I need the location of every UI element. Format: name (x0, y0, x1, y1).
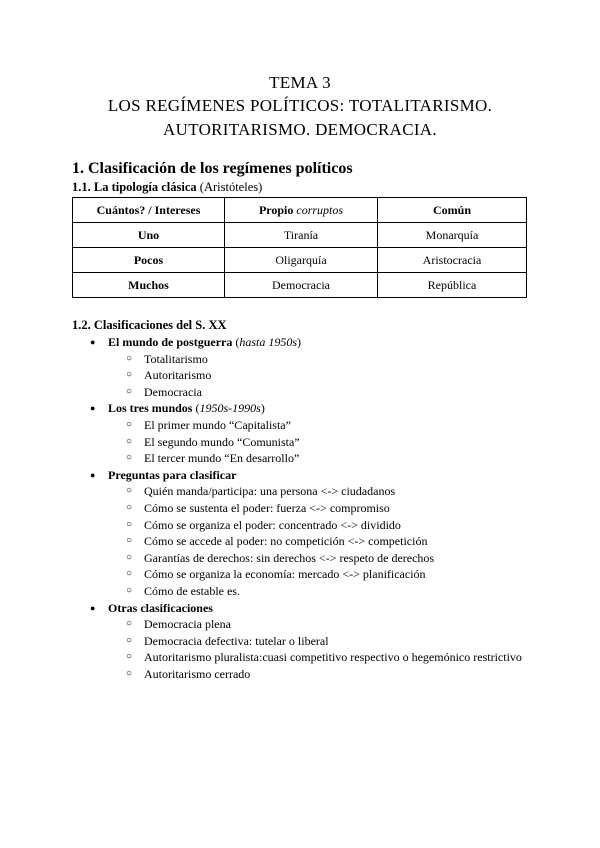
circle-bullet-icon: ○ (126, 651, 133, 663)
circle-bullet-icon: ○ (126, 385, 133, 397)
sub-item-text: Autoritarismo cerrado (144, 666, 251, 681)
row-propio: Oligarquía (225, 248, 378, 273)
title-line-1: LOS REGÍMENES POLÍTICOS: TOTALITARISMO. (107, 96, 493, 115)
list-item (0, 550, 600, 567)
sub-item-text: Cómo se organiza la economía: mercado <-> planificación (144, 567, 426, 582)
group-note: 1950s-1990s (199, 401, 261, 416)
row-propio: Democracia (225, 273, 378, 298)
section-1-1-note: (Aristóteles) (199, 180, 263, 194)
sub-item-text: Garantías de derechos: sin derechos <-> respeto de derechos (144, 550, 435, 565)
row-label: Pocos (73, 248, 225, 273)
group-label: El mundo de postguerra (108, 335, 233, 349)
circle-bullet-icon: ○ (126, 435, 133, 447)
circle-bullet-icon: ○ (126, 352, 133, 364)
circle-bullet-icon: ○ (126, 369, 133, 381)
circle-bullet-icon: ○ (126, 568, 133, 580)
list-item (0, 500, 600, 517)
sub-item-text: El primer mundo “Capitalista” (144, 417, 291, 432)
list-item (0, 417, 600, 434)
sub-item-text: Democracia (144, 384, 202, 399)
list-item (0, 384, 600, 401)
row-comun: República (378, 273, 527, 298)
circle-bullet-icon: ○ (126, 584, 133, 596)
circle-bullet-icon: ○ (126, 634, 133, 646)
list-item: ● El mundo de postguerra (hasta 1950s) (90, 335, 302, 349)
sub-item-text: Democracia plena (144, 617, 231, 632)
header-propio-label: Propio (258, 202, 294, 217)
row-label: Uno (73, 223, 225, 248)
list-item (0, 583, 600, 600)
circle-bullet-icon: ○ (126, 618, 133, 630)
section-1-1-label: 1.1. La tipología clásica (72, 180, 197, 194)
group-note: hasta 1950s (239, 335, 298, 349)
table-header-row (73, 198, 527, 223)
sub-item-text: Cómo se organiza el poder: concentrado <-> dividido (144, 517, 401, 532)
tema-number: TEMA 3 (269, 73, 331, 92)
list-item (0, 566, 600, 583)
classic-typology-table (72, 197, 527, 298)
bullet-icon: ● (90, 403, 96, 414)
sub-item-text: Autoritarismo (144, 368, 212, 383)
table-row (73, 273, 527, 298)
circle-bullet-icon: ○ (126, 452, 133, 464)
bullet-icon: ● (90, 337, 96, 347)
header-cell-comun: Común (378, 198, 527, 223)
circle-bullet-icon: ○ (126, 667, 133, 679)
list-item (0, 351, 600, 368)
row-propio: Tiranía (225, 223, 378, 248)
list-item (0, 600, 600, 617)
row-comun: Aristocracia (378, 248, 527, 273)
section-1-1-heading (72, 180, 262, 195)
list-item (0, 649, 600, 666)
list-item (0, 483, 600, 500)
table-row (73, 223, 527, 248)
list-item (0, 367, 600, 384)
list-item (0, 616, 600, 633)
section-1-2-heading: 1.2. Clasificaciones del S. XX (72, 318, 227, 332)
list-item (0, 517, 600, 534)
sub-item-text: Cómo de estable es. (144, 583, 240, 598)
bullet-icon: ● (90, 602, 96, 613)
circle-bullet-icon: ○ (126, 485, 133, 497)
table-row (73, 248, 527, 273)
classifications-list (0, 334, 600, 682)
sub-item-text: El segundo mundo “Comunista” (144, 434, 300, 449)
list-item (0, 633, 600, 650)
row-comun: Monarquía (378, 223, 527, 248)
header-cell-cuantos: Cuántos? / Intereses (73, 198, 225, 223)
list-item (0, 450, 600, 467)
sub-item-text: El tercer mundo “En desarrollo” (144, 451, 300, 466)
sub-item-text: Totalitarismo (144, 351, 208, 366)
sub-item-text: Quién manda/participa: una persona <-> ciudadanos (144, 484, 396, 499)
circle-bullet-icon: ○ (126, 551, 133, 563)
section-1-heading: 1. Clasificación de los regímenes políticos (72, 160, 353, 177)
circle-bullet-icon: ○ (126, 418, 133, 430)
circle-bullet-icon: ○ (126, 535, 133, 547)
header-corruptos-label: corruptos (296, 202, 344, 217)
circle-bullet-icon: ○ (126, 518, 133, 530)
sub-item-text: Democracia defectiva: tutelar o liberal (144, 633, 329, 648)
sub-item-text: Autoritarismo pluralista:cuasi competitivo respectivo o hegemónico restrictivo (144, 650, 522, 665)
sub-item-text: Cómo se sustenta el poder: fuerza <-> compromiso (144, 500, 390, 515)
list-item (0, 467, 600, 484)
circle-bullet-icon: ○ (126, 501, 133, 513)
group-label: Preguntas para clasificar (108, 467, 237, 482)
list-item (0, 666, 600, 683)
title-line-2: AUTORITARISMO. DEMOCRACIA. (163, 120, 437, 139)
list-item (0, 434, 600, 451)
list-item (0, 533, 600, 550)
list-item: ● Los tres mundos (1950s-1990s) (90, 401, 265, 416)
bullet-icon: ● (90, 469, 96, 480)
group-label: Otras clasificaciones (108, 600, 213, 615)
header-cell-propio (225, 198, 378, 223)
row-label: Muchos (73, 273, 225, 298)
sub-item-text: Cómo se accede al poder: no competición <-> competición (144, 534, 428, 549)
group-label: Los tres mundos (108, 401, 193, 416)
